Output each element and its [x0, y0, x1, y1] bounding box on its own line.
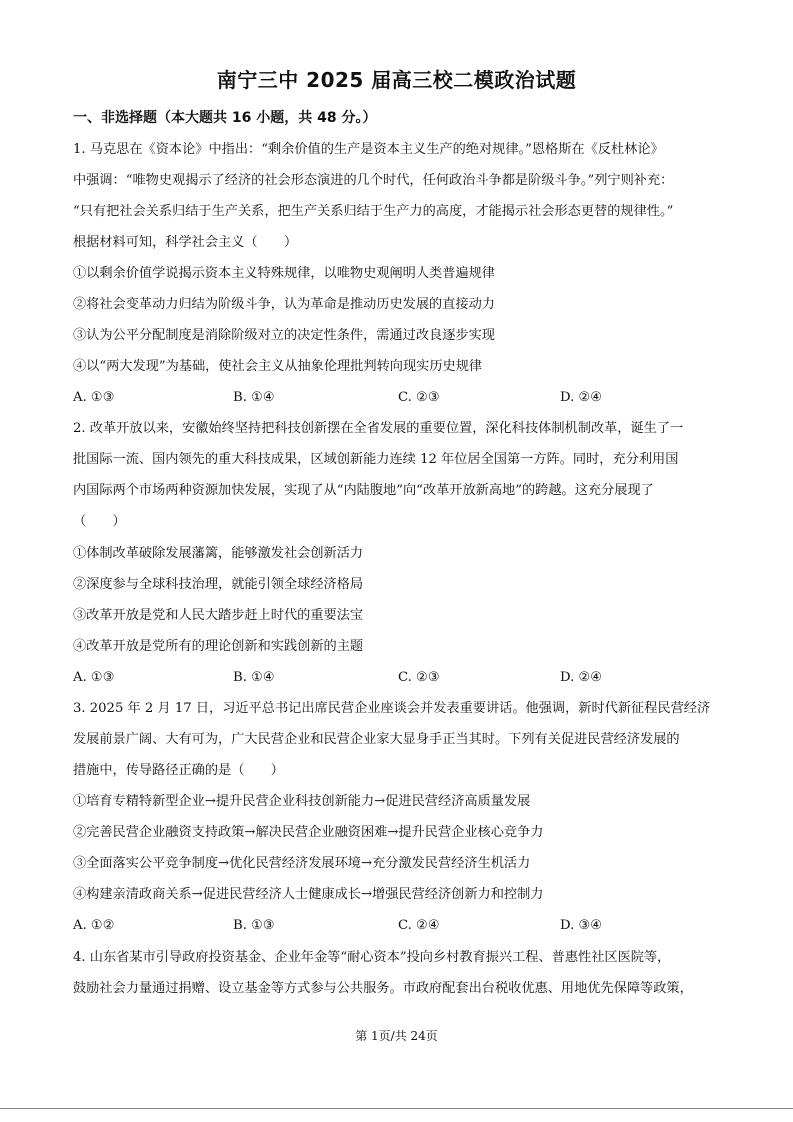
- q1-option-c: C. ②③: [398, 390, 440, 405]
- q2-option-b: B. ①④: [233, 670, 275, 685]
- q1-stem-line: 中强调：“唯物史观揭示了经济的社会形态演进的几个时代，任何政治斗争都是阶级斗争。”列宁则补充：: [73, 173, 674, 188]
- q2-option-a: A. ①③: [73, 670, 115, 685]
- q2-stem-line: 批国际一流、国内领先的重大科技成果，区域创新能力连续 12 年位居全国第一方阵。同时，充分利用国: [73, 452, 679, 467]
- q3-option-c: C. ②④: [398, 918, 440, 933]
- q2-item: ②深度参与全球科技治理，就能引领全球经济格局: [73, 577, 364, 592]
- q2-options: [73, 669, 733, 687]
- q2-item: ④改革开放是党所有的理论创新和实践创新的主题: [73, 639, 364, 654]
- q3-stem-line: 措施中，传导路径正确的是（ ）: [73, 763, 284, 778]
- q3-item: ①培育专精特新型企业→提升民营企业科技创新能力→促进民营经济高质量发展: [73, 794, 531, 809]
- q1-option-d: D. ②④: [560, 390, 603, 405]
- q1-item: ②将社会变革动力归结为阶级斗争，认为革命是推动历史发展的直接动力: [73, 297, 495, 312]
- q3-option-d: D. ③④: [560, 918, 603, 933]
- q3-stem-line: 发展前景广阔、大有可为，广大民营企业和民营企业家大显身手正当其时。下列有关促进民营经济发展的: [73, 732, 680, 747]
- bottom-divider: [0, 1108, 793, 1109]
- q2-stem-line: 2. 改革开放以来，安徽始终坚持把科技创新摆在全省发展的重要位置，深化科技体制机制改革，诞生了一: [73, 421, 684, 436]
- q2-item: ①体制改革破除发展藩篱，能够激发社会创新活力: [73, 546, 364, 561]
- q3-option-a: A. ①②: [73, 918, 115, 933]
- q2-option-d: D. ②④: [560, 670, 603, 685]
- q4-stem-line: 4. 山东省某市引导政府投资基金、企业年金等“耐心资本”投向乡村教育振兴工程、普惠性社区医院等，: [73, 950, 671, 965]
- q1-item: ④以“两大发现”为基础，使社会主义从抽象伦理批判转向现实历史规律: [73, 359, 483, 374]
- q1-option-a: A. ①③: [73, 390, 115, 405]
- q3-stem-line: 3. 2025 年 2 月 17 日，习近平总书记出席民营企业座谈会并发表重要讲话。他强调，新时代新征程民营经济: [73, 701, 711, 716]
- page-number: 第 1页/共 24页: [355, 1029, 438, 1043]
- q1-stem-line: “只有把社会关系归结于生产关系，把生产关系归结于生产力的高度，才能揭示社会形态更替的规律性。”: [73, 204, 674, 219]
- q1-options: [73, 389, 733, 407]
- q1-item: ①以剩余价值学说揭示资本主义特殊规律，以唯物史观阐明人类普遍规律: [73, 266, 495, 281]
- q2-stem-line: （ ）: [73, 514, 126, 529]
- q1-item: ③认为公平分配制度是消除阶级对立的决定性条件，需通过改良逐步实现: [73, 328, 495, 343]
- q2-item: ③改革开放是党和人民大踏步赶上时代的重要法宝: [73, 608, 364, 623]
- section-heading: 一、非选择题（本大题共 16 小题，共 48 分。）: [73, 110, 377, 126]
- q3-option-b: B. ①③: [233, 918, 275, 933]
- q3-item: ②完善民营企业融资支持政策→解决民营企业融资困难→提升民营企业核心竞争力: [73, 825, 544, 840]
- q3-item: ③全面落实公平竞争制度→优化民营经济发展环境→充分激发民营经济生机活力: [73, 856, 531, 871]
- q4-stem-line: 鼓励社会力量通过捐赠、设立基金等方式参与公共服务。市政府配套出台税收优惠、用地优先保障等政策，: [73, 981, 693, 996]
- q2-option-c: C. ②③: [398, 670, 440, 685]
- q1-stem-line: 1. 马克思在《资本论》中指出：“剩余价值的生产是资本主义生产的绝对规律。”恩格斯在《反杜林论》: [73, 142, 664, 157]
- q1-stem-line: 根据材料可知，科学社会主义（ ）: [73, 235, 298, 250]
- q1-option-b: B. ①④: [233, 390, 275, 405]
- page-title: 南宁三中 2025 届高三校二模政治试题: [216, 68, 577, 92]
- q3-options: [73, 917, 733, 935]
- q2-stem-line: 内国际两个市场两种资源加快发展，实现了从“内陆腹地”向“改革开放新高地”的跨越。这充分展现了: [73, 483, 654, 498]
- q3-item: ④构建亲清政商关系→促进民营经济人士健康成长→增强民营经济创新力和控制力: [73, 887, 544, 902]
